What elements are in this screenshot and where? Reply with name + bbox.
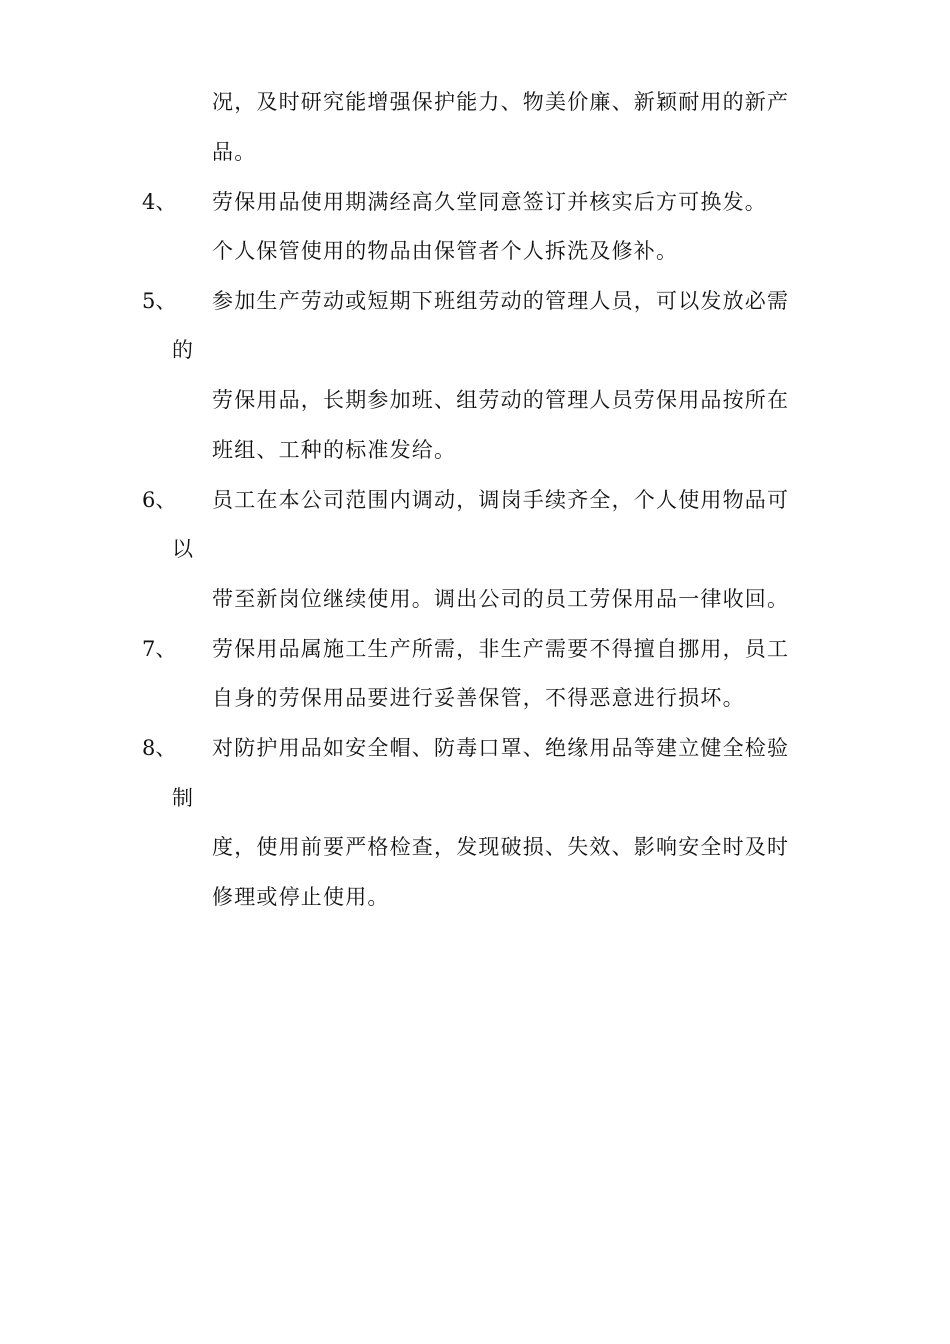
item-6-number: 6、 <box>142 488 177 512</box>
item-5-line-4: 班组、工种的标准发给。 <box>212 438 457 462</box>
item-5-line-1: 参加生产劳动或短期下班组劳动的管理人员，可以发放必需 <box>212 289 790 313</box>
item-8-number: 8、 <box>142 736 177 760</box>
item-5-number: 5、 <box>142 289 177 313</box>
item-6-line-1: 员工在本公司范围内调动，调岗手续齐全，个人使用物品可 <box>212 488 790 512</box>
item-7-line-2: 自身的劳保用品要进行妥善保管，不得恶意进行损坏。 <box>212 686 745 710</box>
item-8-line-3: 度，使用前要严格检查，发现破损、失效、影响安全时及时 <box>212 835 790 859</box>
item-5-line-3: 劳保用品，长期参加班、组劳动的管理人员劳保用品按所在 <box>212 388 790 412</box>
item-4-number: 4、 <box>142 190 177 214</box>
item-7-number: 7、 <box>142 637 177 661</box>
item-5-line-2: 的 <box>172 338 195 362</box>
item-6-line-3: 带至新岗位继续使用。调出公司的员工劳保用品一律收回。 <box>212 587 790 611</box>
continuation-line-1: 况，及时研究能增强保护能力、物美价廉、新颖耐用的新产 <box>212 90 790 114</box>
continuation-line-2: 品。 <box>212 140 257 164</box>
item-7-line-1: 劳保用品属施工生产所需，非生产需要不得擅自挪用，员工 <box>212 637 790 661</box>
item-8-line-1: 对防护用品如安全帽、防毒口罩、绝缘用品等建立健全检验 <box>212 736 790 760</box>
item-4-line-1: 劳保用品使用期满经高久堂同意签订并核实后方可换发。 <box>212 190 767 214</box>
item-8-line-2: 制 <box>172 786 195 810</box>
item-8-line-4: 修理或停止使用。 <box>212 885 390 909</box>
item-4-line-2: 个人保管使用的物品由保管者个人拆洗及修补。 <box>212 239 679 263</box>
item-6-line-2: 以 <box>172 537 195 561</box>
